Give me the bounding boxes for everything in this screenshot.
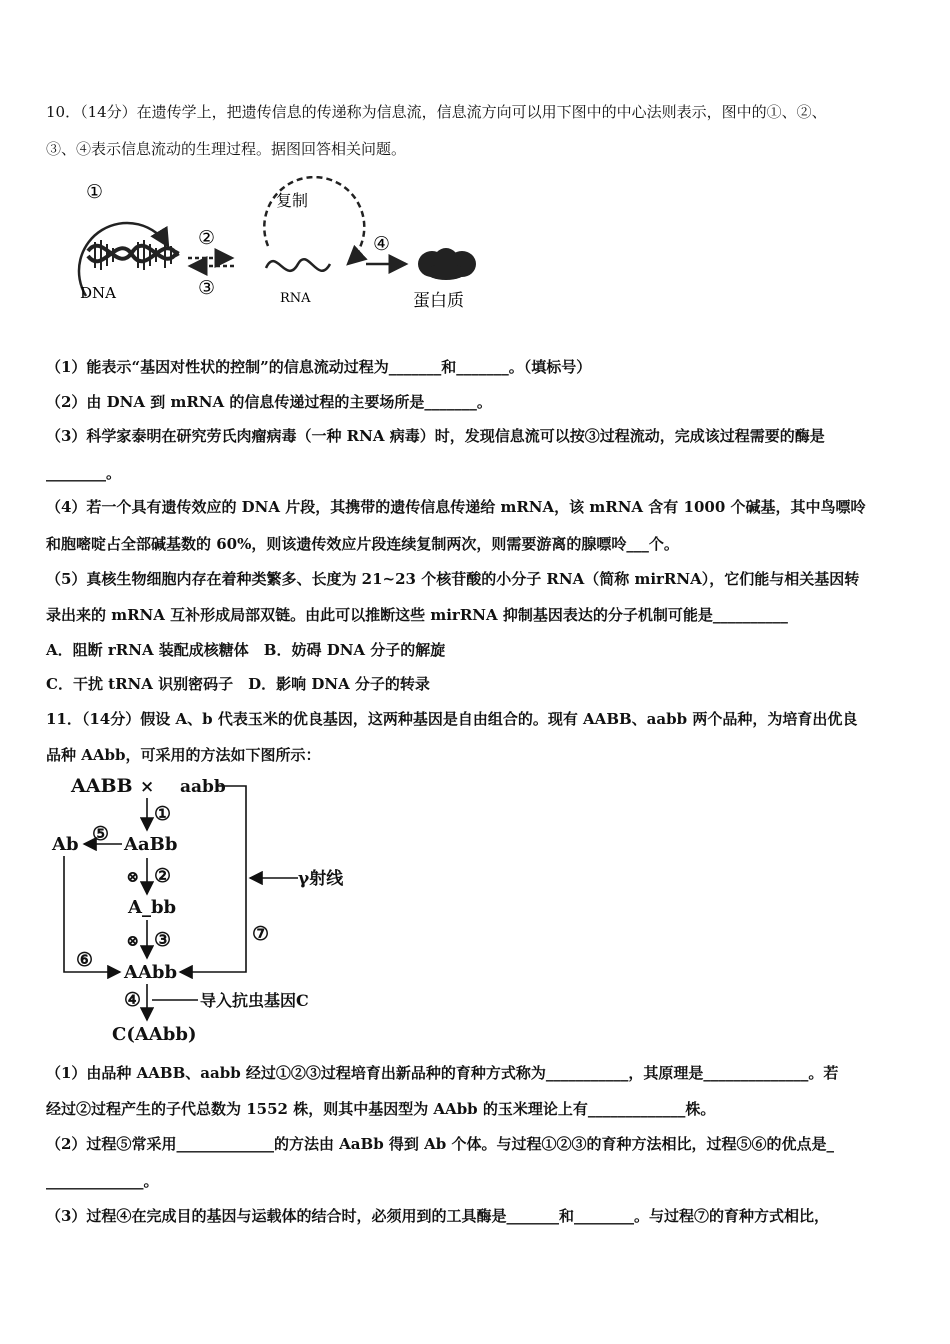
step-2-label: ② [154,865,172,887]
q11-intro-line2: 品种 AAbb，可采用的方法如下图所示： [46,746,321,764]
f1-aabb: AaBb [124,834,178,855]
breeding-flowchart [46,770,366,1050]
q11-part3-line1: （3）过程④在完成目的基因与运载体的结合时，必须用到的工具酶是_______和________。与过程⑦的育种方式相比， [46,1207,829,1225]
process-2-label: ② [198,227,216,249]
rna-label: RNA [280,291,311,306]
parent-aabb-dominant: AABB [71,775,133,797]
haploid-ab: Ab [52,834,79,855]
target-aabb: AAbb [124,962,178,983]
dna-label: DNA [80,284,116,302]
step-6-label: ⑥ [76,949,94,971]
step-7-label: ⑦ [252,923,270,945]
selfing-symbol-1: ⊗ [126,867,140,886]
protein-icon [418,248,476,280]
q11-intro-line1: 11．（14分）假设 A、b 代表玉米的优良基因，这两种基因是自由组合的。现有 AABB、aabb 两个品种，为培育出优良 [46,710,858,728]
q10-part4-line2: 和胞嘧啶占全部碱基数的 60%，则该遗传效应片段连续复制两次，则需要游离的腺嘌呤___个。 [46,535,679,553]
selfing-symbol-2: ⊗ [126,931,140,950]
q11-part2-line2: _____________。 [46,1172,159,1190]
q10-intro-line1: 10．（14分）在遗传学上，把遗传信息的传递称为信息流，信息流方向可以用下图中的中心法则表示，图中的①、②、 [46,103,827,121]
final-c-aabb: C(AAbb) [112,1024,197,1045]
step-5-label: ⑤ [92,823,110,845]
replicate-label: 复制 [276,191,309,210]
q10-part3-line2: ________。 [46,464,122,482]
q11-part1-line1: （1）由品种 AABB、aabb 经过①②③过程培育出新品种的育种方式称为___________，其原理是______________。若 [46,1064,839,1082]
insert-gene-label: 导入抗虫基因C [200,991,309,1010]
q10-options-ab: A．阻断 rRNA 装配成核糖体 B．妨碍 DNA 分子的解旋 [46,641,446,659]
q11-part1-line2: 经过②过程产生的子代总数为 1552 株，则其中基因型为 AAbb 的玉米理论上有_____________株。 [46,1100,716,1118]
parent-aabb-recessive: aabb [180,777,226,797]
process-4-label: ④ [373,233,391,255]
q10-part5-line2: 录出来的 mRNA 互补形成局部双链。由此可以推断这些 mirRNA 抑制基因表达的分子机制可能是__________ [46,606,788,624]
step-3-label: ③ [154,929,172,951]
q10-part5-line1: （5）真核生物细胞内存在着种类繁多、长度为 21~23 个核苷酸的小分子 RNA（简称 mirRNA），它们能与相关基因转 [46,570,860,588]
rna-strand-icon [266,259,330,271]
step-1-label: ① [154,803,172,825]
central-dogma-figure [48,176,488,321]
q10-options-cd: C．干扰 tRNA 识别密码子 D．影响 DNA 分子的转录 [46,675,430,693]
gamma-ray-label: γ射线 [298,869,344,889]
q10-part1: （1）能表示“基因对性状的控制”的信息流动过程为_______和_______。（填标号） [46,358,592,376]
process-1-label: ① [86,181,104,203]
step-4-label: ④ [124,989,142,1011]
cross-symbol: × [140,777,155,797]
q10-part3-line1: （3）科学家泰明在研究劳氏肉瘤病毒（一种 RNA 病毒）时，发现信息流可以按③过程流动，完成该过程需要的酶是 [46,427,825,445]
dna-helix-icon [88,240,178,270]
process-3-label: ③ [198,277,216,299]
q10-part4-line1: （4）若一个具有遗传效应的 DNA 片段，其携带的遗传信息传递给 mRNA，该 mRNA 含有 1000 个碱基，其中鸟嘌呤 [46,498,866,516]
f2-a-bb: A_bb [128,897,177,918]
q10-part2: （2）由 DNA 到 mRNA 的信息传递过程的主要场所是_______。 [46,393,492,411]
protein-label: 蛋白质 [413,291,464,311]
q11-part2-line1: （2）过程⑤常采用_____________的方法由 AaBb 得到 Ab 个体。与过程①②③的育种方法相比，过程⑤⑥的优点是_ [46,1135,834,1153]
q10-intro-line2: ③、④表示信息流动的生理过程。据图回答相关问题。 [46,140,407,158]
arrow-step7 [180,786,246,972]
